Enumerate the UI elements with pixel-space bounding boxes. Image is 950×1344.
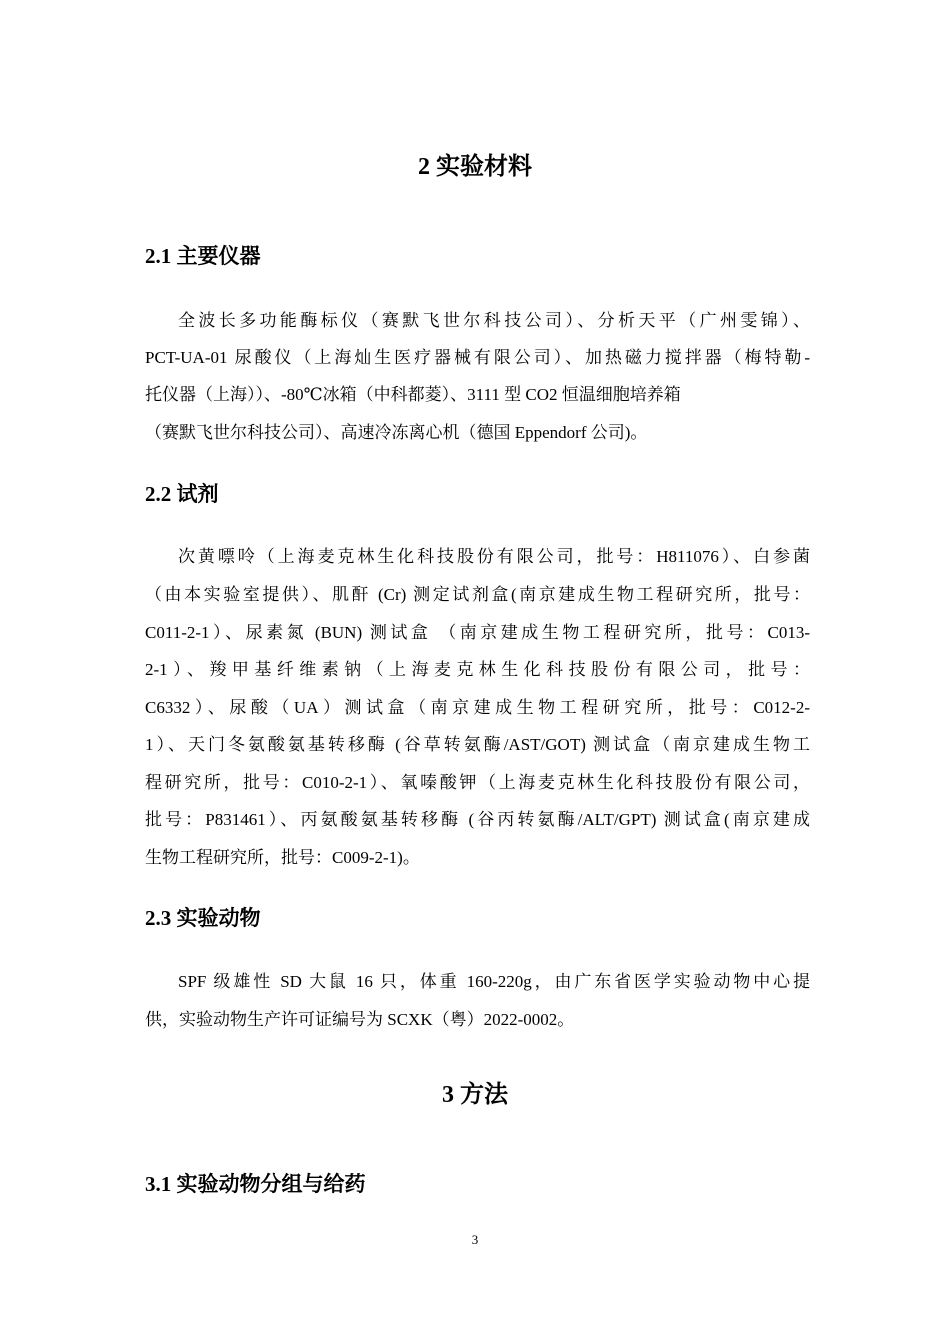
paragraph-line: 次黄嘌呤（上海麦克林生化科技股份有限公司，批号：H811076）、白参菌 xyxy=(178,547,810,566)
paragraph-line: SPF 级雄性 SD 大鼠 16 只，体重 160-220g，由广东省医学实验动物中心提 xyxy=(178,972,810,991)
page-number: 3 xyxy=(471,1232,479,1247)
paragraph-line: 2-1）、羧甲基纤维素钠（上海麦克林生化科技股份有限公司，批号： xyxy=(145,660,810,679)
paragraph-line: （由本实验室提供）、肌酐 (Cr) 测定试剂盒(南京建成生物工程研究所，批号： xyxy=(145,585,810,604)
section-heading-instruments: 2.1 主要仪器 xyxy=(145,244,261,268)
paragraph-line: 全波长多功能酶标仪（赛默飞世尔科技公司）、分析天平（广州雯锦）、 xyxy=(178,311,810,330)
paragraph-line: 批号：P831461）、丙氨酸氨基转移酶 (谷丙转氨酶/ALT/GPT) 测试盒(南京建成 xyxy=(145,810,810,829)
paragraph-line: C6332）、尿酸（UA）测试盒（南京建成生物工程研究所，批号：C012-2- xyxy=(145,698,810,717)
paragraph-line: 生物工程研究所，批号：C009-2-1)。 xyxy=(145,848,420,867)
paragraph-line: C011-2-1）、尿素氮 (BUN) 测试盒 （南京建成生物工程研究所，批号：C013- xyxy=(145,623,810,642)
paragraph-line: 程研究所，批号：C010-2-1）、氧嗪酸钾（上海麦克林生化科技股份有限公司， xyxy=(145,773,810,792)
chapter-title-materials: 2 实验材料 xyxy=(418,154,532,180)
paragraph-line: PCT-UA-01 尿酸仪（上海灿生医疗器械有限公司）、加热磁力搅拌器（梅特勒- xyxy=(145,348,810,367)
section-heading-reagents: 2.2 试剂 xyxy=(145,482,219,506)
section-heading-animals: 2.3 实验动物 xyxy=(145,906,261,930)
chapter-title-methods: 3 方法 xyxy=(442,1082,508,1108)
paragraph-line: 托仪器（上海））、-80℃冰箱（中科都菱）、3111 型 CO2 恒温细胞培养箱 xyxy=(145,385,681,404)
section-heading-grouping: 3.1 实验动物分组与给药 xyxy=(145,1172,366,1196)
paragraph-line: 供，实验动物生产许可证编号为 SCXK（粤）2022-0002。 xyxy=(145,1010,575,1029)
paragraph-line: （赛默飞世尔科技公司）、高速冷冻离心机（德国 Eppendorf 公司)。 xyxy=(145,423,648,442)
paragraph-line: 1）、天门冬氨酸氨基转移酶 (谷草转氨酶/AST/GOT) 测试盒（南京建成生物工 xyxy=(145,735,810,754)
